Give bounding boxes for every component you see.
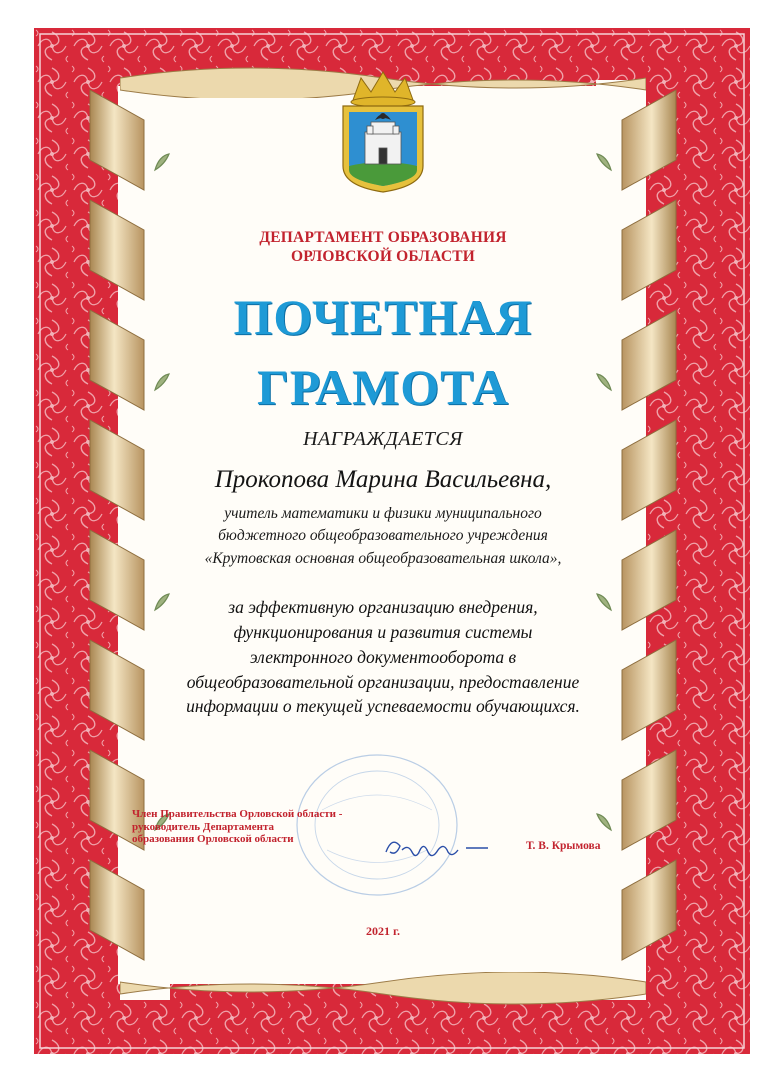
signatory-title-line2: руководитель Департамента [132,820,275,833]
award-reason-line3: электронного документооборота в [249,647,517,667]
award-reason-line1: за эффективную организацию внедрения, [228,597,538,617]
award-reason-line5: информации о текущей успеваемости обучающихся. [186,696,580,716]
recipient-name: Прокопова Марина Васильевна, [214,466,552,493]
certificate-title-line2: ГРАМОТА [256,359,510,415]
recipient-position-line1: учитель математики и физики муниципального [224,505,542,522]
handwritten-signature [378,828,498,868]
signatory-title-line1: Член Правительства Орловской области - [132,808,343,820]
department-name-line1: ДЕПАРТАМЕНТ ОБРАЗОВАНИЯ [259,229,507,246]
orel-region-coat-of-arms-icon [331,70,435,194]
awarded-label: НАГРАЖДАЕТСЯ [303,428,463,450]
signatory-title-line3: образования Орловской области [132,833,294,845]
signatory-title [132,808,342,846]
signatory-name: Т. В. Крымова [526,840,601,852]
award-reason-line4: общеобразовательной организации, предоставление [186,672,580,692]
bottom-ribbon-decoration [120,972,646,1012]
award-reason-line2: функционирования и развития системы [233,622,533,642]
certificate-year: 2021 г. [365,924,401,938]
recipient-position-line3: «Крутовская основная общеобразовательная школа», [204,550,562,567]
department-name-line2: ОРЛОВСКОЙ ОБЛАСТИ [290,248,476,265]
recipient-position-line2: бюджетного общеобразовательного учреждения [218,527,548,544]
certificate-title-line1: ПОЧЕТНАЯ [233,289,533,345]
